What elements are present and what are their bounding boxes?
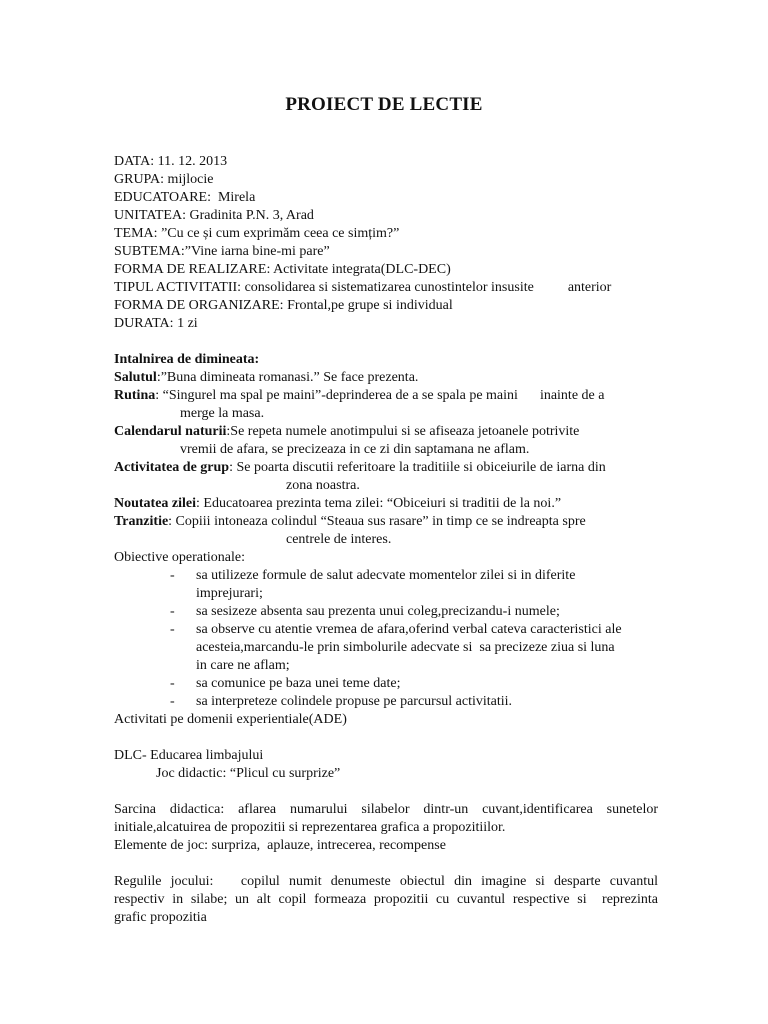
objective-item: - sa comunice pe baza unei teme date;: [170, 676, 401, 691]
elemente-joc: Elemente de joc: surpriza, aplauze, intrecerea, recompense: [114, 838, 446, 853]
dlc-joc: Joc didactic: “Plicul cu surprize”: [156, 766, 341, 781]
info-tema: TEMA: ”Cu ce și cum exprimăm ceea ce simțim?”: [114, 226, 400, 241]
morning-calendar: Calendarul naturii:Se repeta numele anotimpului si se afiseaza jetoanele potrivite: [114, 424, 580, 439]
ade-heading: Activitati pe domenii experientiale(ADE): [114, 712, 347, 727]
document-body: [114, 153, 658, 927]
dlc-title: DLC- Educarea limbajului: [114, 748, 264, 763]
objectives-heading: Obiective operationale:: [114, 550, 245, 565]
info-tipul-activitatii: TIPUL ACTIVITATII: consolidarea si sistematizarea cunostintelor insusite anterior: [114, 280, 612, 295]
morning-heading: Intalnirea de dimineata:: [114, 352, 260, 367]
morning-grup-cont: zona noastra.: [286, 478, 360, 493]
morning-salutul: Salutul:”Buna dimineata romanasi.” Se face prezenta.: [114, 370, 419, 385]
objective-item: - sa observe cu atentie vremea de afara,oferind verbal cateva caracteristici ale acesteia,marcandu-le prin simbolurile adecvate si sa precizeze ziua si luna in care ne aflam;: [170, 622, 622, 673]
morning-noutatea: Noutatea zilei: Educatoarea prezinta tema zilei: “Obiceiuri si traditii de la noi.”: [114, 496, 562, 511]
reguli-line-2: respectiv in silabe; un alt copil formeaza propozitii cu cuvantul respective si reprezinta: [114, 892, 658, 907]
reguli-line-1: Regulile jocului: copilul numit denumeste obiectul din imagine si desparte cuvantul: [114, 874, 658, 889]
info-durata: DURATA: 1 zi: [114, 316, 198, 331]
info-forma-realizare: FORMA DE REALIZARE: Activitate integrata(DLC-DEC): [114, 262, 451, 277]
info-data: DATA: 11. 12. 2013: [114, 154, 228, 169]
objective-item: - sa interpreteze colindele propuse pe parcursul activitatii.: [170, 694, 513, 709]
reguli-line-3: grafic propozitia: [114, 910, 207, 925]
morning-rutina-cont: merge la masa.: [180, 406, 265, 421]
morning-grup: Activitatea de grup: Se poarta discutii referitoare la traditiile si obiceiurile de iarna din: [114, 460, 606, 475]
objective-item: - sa utilizeze formule de salut adecvate momentelor zilei si in diferite imprejurari;: [170, 568, 576, 601]
morning-rutina: Rutina: “Singurel ma spal pe maini”-deprinderea de a se spala pe maini inainte de a: [114, 388, 605, 403]
info-forma-organizare: FORMA DE ORGANIZARE: Frontal,pe grupe si individual: [114, 298, 453, 313]
info-educatoare: EDUCATOARE: Mirela: [114, 190, 256, 205]
info-grupa: GRUPA: mijlocie: [114, 172, 214, 187]
objective-item: - sa sesizeze absenta sau prezenta unui coleg,precizandu-i numele;: [170, 604, 560, 619]
morning-tranzitie-cont: centrele de interes.: [286, 532, 392, 547]
sarcina-line-2: initiale,alcatuirea de propozitii si reprezentarea grafica a propozitiilor.: [114, 820, 506, 835]
morning-calendar-cont: vremii de afara, se precizeaza in ce zi din saptamana ne aflam.: [180, 442, 530, 457]
sarcina-line-1: Sarcina didactica: aflarea numarului silabelor dintr-un cuvant,identificarea sunetelor: [114, 802, 658, 817]
morning-tranzitie: Tranzitie: Copiii intoneaza colindul “Steaua sus rasare” in timp ce se indreapta spre: [114, 514, 586, 529]
info-subtema: SUBTEMA:”Vine iarna bine-mi pare”: [114, 244, 330, 259]
info-unitatea: UNITATEA: Gradinita P.N. 3, Arad: [114, 208, 314, 223]
page-title: PROIECT DE LECTIE: [285, 94, 483, 115]
